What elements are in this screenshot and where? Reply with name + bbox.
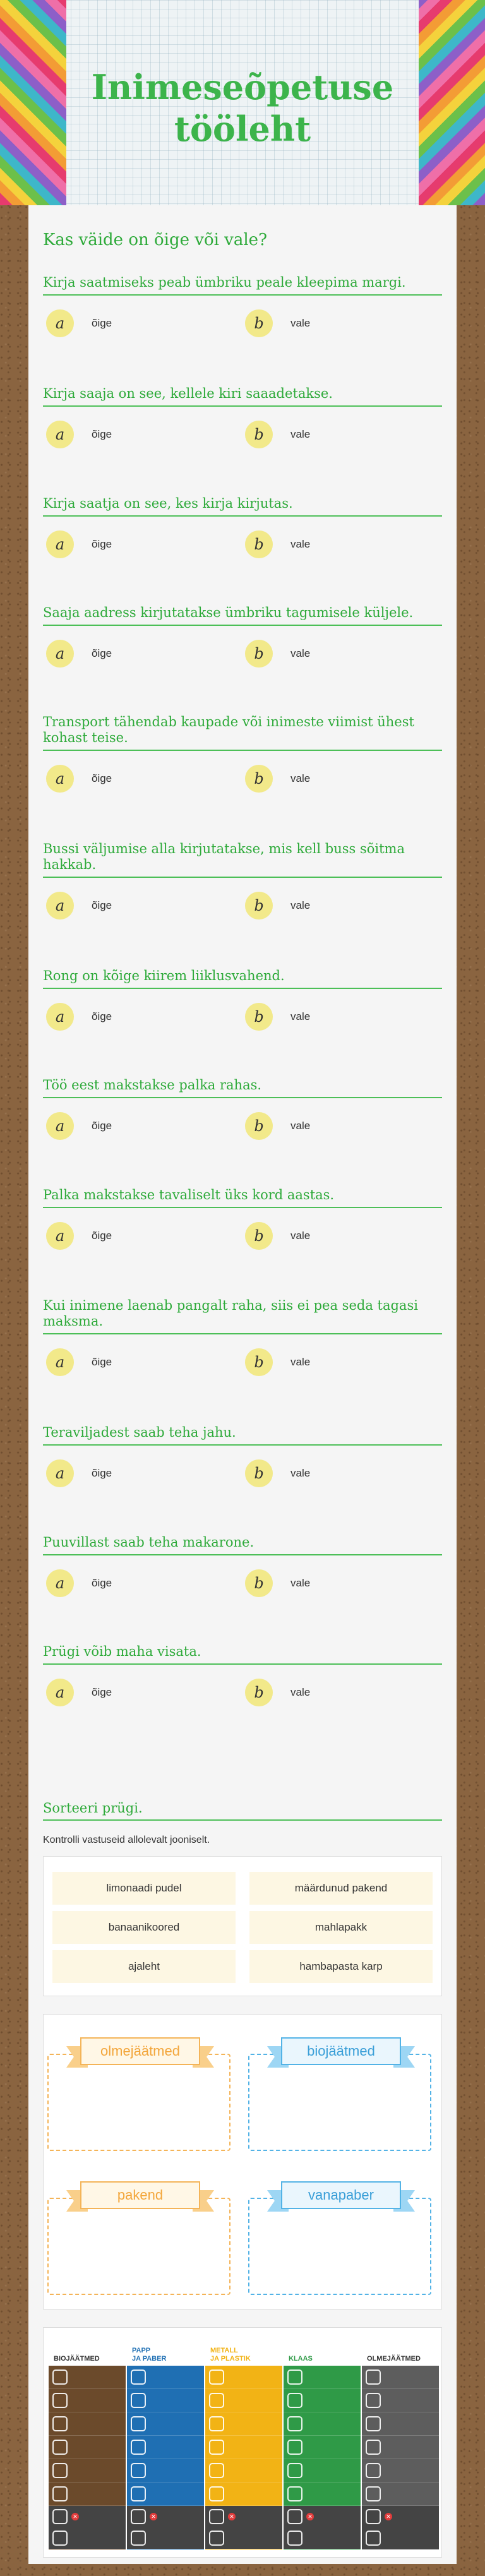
option-false[interactable] (245, 1459, 310, 1487)
option-a-badge: a (46, 1222, 74, 1250)
infographic-row (362, 2436, 439, 2459)
option-label: õige (92, 772, 112, 784)
option-a-badge: a (46, 530, 74, 558)
infographic-row (127, 2412, 204, 2436)
question-item (43, 605, 442, 670)
option-a-badge: a (46, 1459, 74, 1487)
x-icon: ✕ (385, 2513, 392, 2520)
option-a-badge: a (46, 1112, 74, 1140)
infographic-row (127, 2483, 204, 2506)
infographic-column-title: OLMEJÄÄTMED (367, 2355, 421, 2363)
waste-item-icon (209, 2393, 224, 2408)
sortable-item[interactable]: hambapasta karp (249, 1950, 433, 1983)
option-label: vale (290, 1577, 311, 1589)
infographic-row (49, 2459, 126, 2483)
waste-item-icon (209, 2486, 224, 2501)
header-banner (0, 0, 485, 205)
question-item (43, 1644, 442, 1709)
waste-sorting-infographic (43, 2327, 442, 2558)
option-false[interactable] (245, 1348, 310, 1376)
waste-item-icon (287, 2416, 302, 2431)
drop-zone-vanapaber[interactable] (248, 2187, 431, 2295)
infographic-row (284, 2459, 361, 2483)
waste-item-icon (366, 2440, 381, 2455)
answer-options (43, 1343, 442, 1379)
waste-item-icon (52, 2416, 68, 2431)
option-true[interactable] (46, 309, 112, 337)
option-label: õige (92, 1356, 112, 1368)
waste-item-icon (131, 2463, 146, 2478)
question-item (43, 714, 442, 795)
answer-options (43, 1217, 442, 1252)
option-label: õige (92, 1010, 112, 1022)
option-label: õige (92, 1577, 112, 1589)
sortable-item[interactable]: mahlapakk (249, 1911, 433, 1944)
option-label: õige (92, 1230, 112, 1242)
option-false[interactable] (245, 530, 310, 558)
question-text: Puuvillast saab teha makarone. (43, 1535, 442, 1555)
answer-options (43, 1564, 442, 1600)
not-allowed-icon (131, 2531, 146, 2546)
question-text: Saaja aadress kirjutatakse ümbriku tagumisele küljele. (43, 605, 442, 626)
question-item (43, 386, 442, 451)
infographic-row (362, 2389, 439, 2412)
zone-ribbon (80, 2181, 200, 2212)
option-false[interactable] (245, 892, 310, 920)
infographic-column (284, 2337, 361, 2549)
option-b-badge: b (245, 892, 273, 920)
option-label: vale (290, 317, 311, 329)
option-true[interactable] (46, 892, 112, 920)
option-a-badge: a (46, 421, 74, 448)
option-false[interactable] (245, 765, 310, 793)
option-label: vale (290, 647, 311, 659)
infographic-column (362, 2337, 439, 2549)
waste-item-icon (287, 2486, 302, 2501)
waste-item-icon (131, 2440, 146, 2455)
waste-item-icon (366, 2369, 381, 2385)
drop-zones-box (43, 2014, 442, 2309)
waste-item-icon (366, 2486, 381, 2501)
question-item (43, 841, 442, 922)
option-false[interactable] (245, 421, 310, 448)
option-label: õige (92, 317, 112, 329)
page-title: Inimeseõpetuse tööleht (91, 67, 394, 149)
option-b-badge: b (245, 1569, 273, 1597)
not-allowed-icon (52, 2509, 68, 2524)
question-text: Teraviljadest saab teha jahu. (43, 1425, 442, 1446)
infographic-row (127, 2389, 204, 2412)
infographic-column-title: PAPP JA PABER (132, 2347, 167, 2363)
waste-item-icon (52, 2463, 68, 2478)
infographic-row (362, 2412, 439, 2436)
waste-item-icon (131, 2486, 146, 2501)
not-allowed-section (205, 2506, 282, 2549)
question-item (43, 1425, 442, 1490)
option-a-badge: a (46, 765, 74, 793)
question-item (43, 968, 442, 1033)
infographic-column-title: BIOJÄÄTMED (54, 2355, 100, 2363)
option-a-badge: a (46, 1003, 74, 1031)
option-label: õige (92, 647, 112, 659)
option-true[interactable] (46, 640, 112, 668)
sortable-item[interactable]: limonaadi pudel (52, 1872, 236, 1905)
not-allowed-section (362, 2506, 439, 2549)
zone-label: pakend (80, 2181, 200, 2209)
infographic-row (127, 2366, 204, 2389)
quiz-prompt: Kas väide on õige või vale? (43, 231, 268, 249)
zone-ribbon (281, 2181, 401, 2212)
not-allowed-icon (366, 2509, 381, 2524)
sortable-item[interactable]: banaanikoored (52, 1911, 236, 1944)
option-label: vale (290, 428, 311, 440)
question-item (43, 1535, 442, 1600)
x-icon: ✕ (71, 2513, 79, 2520)
infographic-row (362, 2366, 439, 2389)
waste-item-icon (366, 2463, 381, 2478)
answer-options (43, 1674, 442, 1709)
option-a-badge: a (46, 1348, 74, 1376)
infographic-row (49, 2389, 126, 2412)
option-true[interactable] (46, 1569, 112, 1597)
option-label: vale (290, 1120, 311, 1132)
chevron-decoration-right (419, 0, 485, 205)
option-label: õige (92, 899, 112, 911)
infographic-row (205, 2459, 282, 2483)
infographic-row (205, 2389, 282, 2412)
question-item (43, 1298, 442, 1379)
waste-item-icon (131, 2416, 146, 2431)
question-text: Rong on kõige kiirem liiklusvahend. (43, 968, 442, 989)
answer-options (43, 887, 442, 922)
zone-label: vanapaber (281, 2181, 401, 2209)
infographic-row (49, 2483, 126, 2506)
waste-item-icon (287, 2369, 302, 2385)
zone-label: olmejäätmed (80, 2037, 200, 2065)
infographic-column-body (49, 2366, 126, 2549)
infographic-row (205, 2436, 282, 2459)
drop-zone-pakend[interactable] (47, 2187, 231, 2295)
waste-item-icon (131, 2369, 146, 2385)
option-true[interactable] (46, 1112, 112, 1140)
waste-item-icon (209, 2416, 224, 2431)
infographic-column (127, 2337, 204, 2549)
option-b-badge: b (245, 640, 273, 668)
question-text: Prügi võib maha visata. (43, 1644, 442, 1665)
option-label: õige (92, 1467, 112, 1479)
answer-options (43, 1454, 442, 1490)
question-item (43, 1077, 442, 1142)
infographic-column-body (205, 2366, 282, 2549)
question-text: Kui inimene laenab pangalt raha, siis ei pea seda tagasi maksma. (43, 1298, 442, 1334)
option-label: vale (290, 1686, 311, 1698)
option-label: vale (290, 538, 311, 550)
question-text: Transport tähendab kaupade või inimeste viimist ühest kohast teise. (43, 714, 442, 751)
not-allowed-icon (366, 2531, 381, 2546)
zone-ribbon (281, 2037, 401, 2068)
infographic-row (127, 2436, 204, 2459)
infographic-row (284, 2366, 361, 2389)
option-label: vale (290, 899, 311, 911)
infographic-column-body (284, 2366, 361, 2549)
infographic-row (49, 2412, 126, 2436)
option-b-badge: b (245, 765, 273, 793)
option-true[interactable] (46, 530, 112, 558)
option-label: õige (92, 1686, 112, 1698)
option-b-badge: b (245, 309, 273, 337)
option-label: vale (290, 772, 311, 784)
waste-item-icon (287, 2440, 302, 2455)
answer-options (43, 525, 442, 561)
question-text: Palka makstakse tavaliselt üks kord aastas. (43, 1187, 442, 1208)
sorting-title: Sorteeri prügi. (43, 1800, 442, 1821)
option-label: vale (290, 1467, 311, 1479)
question-item (43, 275, 442, 340)
sortable-item[interactable]: määrdunud pakend (249, 1872, 433, 1905)
not-allowed-icon (52, 2531, 68, 2546)
option-true[interactable] (46, 1459, 112, 1487)
infographic-column-body (362, 2366, 439, 2549)
option-true[interactable] (46, 1222, 112, 1250)
sortable-item[interactable]: ajaleht (52, 1950, 236, 1983)
option-a-badge: a (46, 309, 74, 337)
question-text: Kirja saatja on see, kes kirja kirjutas. (43, 496, 442, 517)
question-text: Bussi väljumise alla kirjutatakse, mis kell buss sõitma hakkab. (43, 841, 442, 878)
infographic-column-title: METALL JA PLASTIK (210, 2347, 251, 2363)
option-true[interactable] (46, 1679, 112, 1706)
infographic-row (362, 2483, 439, 2506)
waste-item-icon (366, 2393, 381, 2408)
not-allowed-section (127, 2506, 204, 2549)
answer-options (43, 760, 442, 795)
option-false[interactable] (245, 1112, 310, 1140)
option-label: õige (92, 538, 112, 550)
not-allowed-section (284, 2506, 361, 2549)
option-b-badge: b (245, 530, 273, 558)
question-text: Töö eest makstakse palka rahas. (43, 1077, 442, 1098)
not-allowed-icon (209, 2509, 224, 2524)
option-b-badge: b (245, 1222, 273, 1250)
not-allowed-icon (287, 2531, 302, 2546)
answer-options (43, 304, 442, 340)
option-b-badge: b (245, 1003, 273, 1031)
x-icon: ✕ (150, 2513, 157, 2520)
chevron-decoration-left (0, 0, 66, 205)
question-text: Kirja saatmiseks peab ümbriku peale kleepima margi. (43, 275, 442, 296)
option-true[interactable] (46, 1348, 112, 1376)
option-label: õige (92, 428, 112, 440)
infographic-row (49, 2436, 126, 2459)
waste-item-icon (209, 2369, 224, 2385)
waste-item-icon (209, 2463, 224, 2478)
x-icon: ✕ (306, 2513, 314, 2520)
zone-ribbon (80, 2037, 200, 2068)
option-false[interactable] (245, 1003, 310, 1031)
not-allowed-section (49, 2506, 126, 2549)
sortable-items-box (43, 1856, 442, 1996)
question-item (43, 496, 442, 561)
option-label: vale (290, 1230, 311, 1242)
x-icon: ✕ (228, 2513, 236, 2520)
answer-options (43, 416, 442, 451)
option-a-badge: a (46, 1679, 74, 1706)
sorting-instruction: Kontrolli vastuseid allolevalt jooniselt. (43, 1835, 210, 1845)
infographic-row (284, 2412, 361, 2436)
drop-zone-biojaatmed[interactable] (248, 2043, 431, 2151)
waste-item-icon (287, 2393, 302, 2408)
waste-item-icon (52, 2393, 68, 2408)
answer-options (43, 998, 442, 1033)
infographic-row (284, 2436, 361, 2459)
not-allowed-icon (209, 2531, 224, 2546)
infographic-column-body (127, 2366, 204, 2549)
waste-item-icon (52, 2486, 68, 2501)
not-allowed-icon (287, 2509, 302, 2524)
option-b-badge: b (245, 1348, 273, 1376)
waste-item-icon (131, 2393, 146, 2408)
waste-item-icon (366, 2416, 381, 2431)
infographic-row (284, 2389, 361, 2412)
option-true[interactable] (46, 421, 112, 448)
option-false[interactable] (245, 640, 310, 668)
option-b-badge: b (245, 1679, 273, 1706)
infographic-row (127, 2459, 204, 2483)
option-false[interactable] (245, 1222, 310, 1250)
waste-item-icon (287, 2463, 302, 2478)
waste-item-icon (209, 2440, 224, 2455)
answer-options (43, 635, 442, 670)
infographic-column (205, 2337, 282, 2549)
worksheet-card (28, 205, 457, 2564)
option-a-badge: a (46, 640, 74, 668)
option-a-badge: a (46, 1569, 74, 1597)
option-label: vale (290, 1010, 311, 1022)
answer-options (43, 1107, 442, 1142)
infographic-row (284, 2483, 361, 2506)
option-label: vale (290, 1356, 311, 1368)
infographic-row (362, 2459, 439, 2483)
option-b-badge: b (245, 421, 273, 448)
option-false[interactable] (245, 1679, 310, 1706)
waste-item-icon (52, 2440, 68, 2455)
option-true[interactable] (46, 1003, 112, 1031)
question-text: Kirja saaja on see, kellele kiri saaadetakse. (43, 386, 442, 407)
option-b-badge: b (245, 1112, 273, 1140)
drop-zone-olmejaatmed[interactable] (47, 2043, 231, 2151)
option-a-badge: a (46, 892, 74, 920)
option-b-badge: b (245, 1459, 273, 1487)
question-item (43, 1187, 442, 1252)
waste-item-icon (52, 2369, 68, 2385)
infographic-row (205, 2412, 282, 2436)
infographic-column-title: KLAAS (289, 2355, 313, 2363)
infographic-row (205, 2366, 282, 2389)
option-label: õige (92, 1120, 112, 1132)
option-false[interactable] (245, 1569, 310, 1597)
not-allowed-icon (131, 2509, 146, 2524)
zone-label: biojäätmed (281, 2037, 401, 2065)
option-false[interactable] (245, 309, 310, 337)
infographic-column (49, 2337, 126, 2549)
infographic-row (49, 2366, 126, 2389)
option-true[interactable] (46, 765, 112, 793)
infographic-row (205, 2483, 282, 2506)
